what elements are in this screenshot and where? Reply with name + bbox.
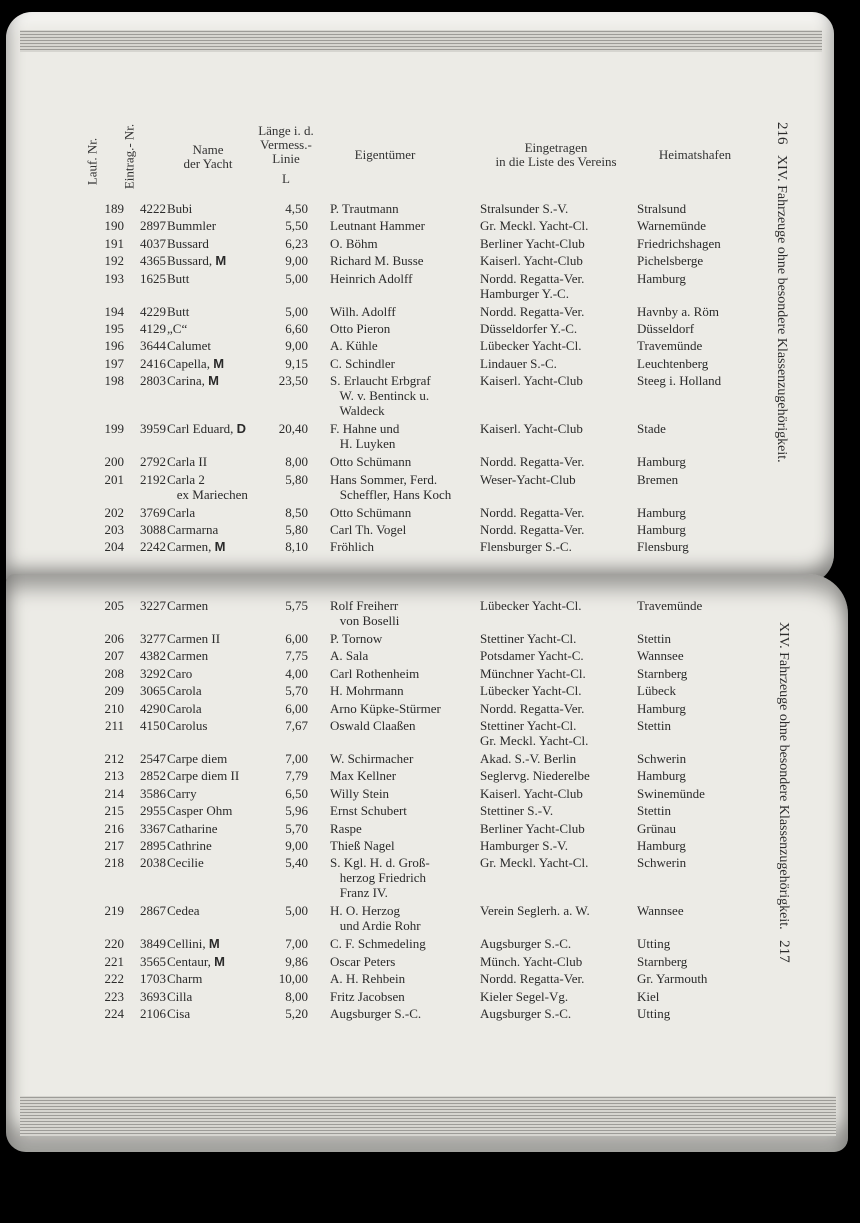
cell-len: 20,40: [278, 421, 308, 437]
page-edges: [20, 1096, 836, 1136]
cell-lauf: 194: [104, 303, 124, 319]
cell-name: Cedea: [167, 903, 200, 919]
cell-home: Utting: [637, 936, 671, 952]
cell-name: Carla 2 ex Mariechen: [167, 471, 248, 502]
cell-own: F. Hahne und H. Luyken: [330, 421, 400, 452]
cell-home: Pichelsberge: [637, 253, 704, 269]
cell-nr: 3849: [140, 936, 166, 952]
cell-name: Cisa: [167, 1006, 191, 1021]
cell-len: 5,96: [285, 803, 308, 819]
cell-nr: 4129: [140, 321, 166, 336]
cell-own: Rolf Freiherr von Boselli: [330, 598, 400, 628]
cell-home: Bremen: [637, 471, 679, 487]
cell-nr: 3367: [140, 820, 166, 836]
cell-len: 6,60: [285, 321, 308, 336]
cell-home: Flensburg: [637, 539, 689, 555]
cell-name: Caro: [167, 665, 193, 681]
cell-name: Carla II: [167, 454, 208, 470]
cell-own: P. Trautmann: [330, 201, 399, 216]
cell-reg: Berliner Yacht-Club: [480, 820, 585, 836]
cell-len: 6,00: [285, 700, 308, 716]
cell-len: 9,15: [285, 355, 308, 371]
cell-own: Wilh. Adolff: [330, 303, 396, 319]
cell-nr: 2038: [140, 855, 166, 871]
cell-nr: 4365: [140, 253, 166, 269]
cell-home: Hamburg: [637, 522, 686, 537]
cell-lauf: 204: [104, 539, 124, 555]
cell-lauf: 203: [104, 522, 124, 537]
cell-name: Cathrine: [167, 838, 212, 853]
cell-lauf: 201: [104, 471, 124, 487]
cell-own: Otto Pieron: [330, 321, 391, 336]
cell-reg: Akad. S.-V. Berlin: [480, 751, 577, 766]
cell-home: Gr. Yarmouth: [637, 971, 708, 987]
cell-nr: 2852: [140, 768, 166, 784]
cell-len: 5,80: [285, 471, 308, 487]
cell-lauf: 222: [104, 971, 124, 987]
cell-nr: 3586: [140, 785, 166, 801]
cell-home: Stettin: [637, 718, 671, 733]
running-head-bottom: XIV. Fahrzeuge ohne besondere Klassenzugehörigkeit. 217: [776, 622, 792, 963]
cell-lauf: 209: [104, 683, 124, 699]
cell-own: Raspe: [330, 820, 362, 836]
cell-nr: 1625: [140, 270, 166, 286]
page-number: 217: [776, 940, 792, 963]
cell-name: Casper Ohm: [167, 803, 233, 819]
cell-own: Richard M. Busse: [330, 253, 424, 269]
cell-nr: 3693: [140, 988, 166, 1004]
cell-nr: 3065: [140, 683, 166, 699]
page-edges: [20, 30, 822, 52]
cell-reg: Nordd. Regatta-Ver.: [480, 504, 585, 520]
cell-len: 7,79: [285, 768, 308, 784]
cell-home: Schwerin: [637, 855, 687, 871]
cell-reg: Flensburger S.-C.: [480, 539, 572, 555]
cell-nr: 1703: [140, 971, 166, 987]
cell-name: Carola: [167, 683, 202, 699]
cell-name: Bubi: [167, 201, 193, 216]
cell-own: Fritz Jacobsen: [330, 988, 405, 1004]
cell-len: 8,00: [285, 988, 308, 1004]
cell-home: Hamburg: [637, 700, 686, 716]
cell-lauf: 220: [104, 936, 124, 952]
cell-home: Kiel: [637, 988, 660, 1004]
cell-len: 8,50: [285, 504, 308, 520]
running-head-top: 216 XIV. Fahrzeuge ohne besondere Klassenzugehörigkeit.: [774, 122, 790, 463]
cell-own: Fröhlich: [330, 539, 375, 555]
cell-name: Bummler: [167, 218, 217, 234]
cell-own: W. Schirmacher: [330, 751, 414, 766]
cell-own: O. Böhm: [330, 235, 378, 251]
cell-reg: Kaiserl. Yacht-Club: [480, 253, 583, 269]
cell-lauf: 190: [104, 218, 124, 234]
cell-name: Charm: [167, 971, 203, 987]
cell-reg: Stettiner S.-V.: [480, 803, 554, 819]
cell-nr: 2416: [140, 355, 166, 371]
cell-len: 7,67: [285, 718, 308, 733]
cell-home: Starnberg: [637, 953, 688, 969]
cell-own: Oscar Peters: [330, 953, 396, 969]
cell-len: 5,00: [285, 303, 308, 319]
cell-own: A. H. Rehbein: [330, 971, 406, 987]
cell-len: 23,50: [278, 373, 308, 389]
cell-reg: Kaiserl. Yacht-Club: [480, 421, 583, 437]
header-name: Name der Yacht: [183, 142, 233, 171]
cell-own: Carl Rothenheim: [330, 665, 420, 681]
cell-len: 5,70: [285, 683, 308, 699]
cell-home: Leuchtenberg: [637, 355, 709, 371]
cell-name: Carmen: [167, 598, 209, 613]
cell-name: Carina, M: [167, 373, 219, 389]
cell-reg: Düsseldorfer Y.-C.: [480, 321, 578, 336]
cell-reg: Seglervg. Niederelbe: [480, 768, 590, 784]
cell-lauf: 219: [104, 903, 124, 919]
cell-own: H. O. Herzog und Ardie Rohr: [330, 903, 421, 934]
cell-nr: 4037: [140, 235, 166, 251]
cell-name: Centaur, M: [167, 953, 225, 969]
cell-reg: Stralsunder S.-V.: [480, 201, 569, 216]
cell-own: Max Kellner: [330, 768, 397, 784]
cell-home: Friedrichshagen: [637, 235, 721, 251]
cell-home: Utting: [637, 1006, 671, 1021]
cell-home: Hamburg: [637, 768, 686, 784]
cell-name: Cellini, M: [167, 936, 220, 952]
cell-own: Heinrich Adolff: [330, 270, 413, 286]
cell-nr: 2547: [140, 751, 166, 766]
cell-name: Carolus: [167, 718, 208, 733]
cell-nr: 4229: [140, 303, 166, 319]
cell-name: Carmarna: [167, 522, 219, 537]
cell-home: Stettin: [637, 631, 671, 646]
cell-nr: 4382: [140, 648, 166, 664]
cell-lauf: 192: [104, 253, 124, 269]
cell-own: Carl Th. Vogel: [330, 522, 407, 537]
cell-reg: Weser-Yacht-Club: [480, 471, 576, 487]
cell-home: Hamburg: [637, 454, 686, 470]
cell-len: 6,50: [285, 785, 308, 801]
cell-len: 10,00: [278, 971, 308, 987]
cell-lauf: 215: [104, 803, 124, 819]
header-heimatshafen: Heimatshafen: [658, 147, 732, 162]
cell-lauf: 207: [104, 648, 124, 664]
cell-name: Bussard, M: [167, 253, 227, 269]
header-laenge: Länge i. d. Vermess.- Linie L: [258, 123, 314, 186]
cell-own: Otto Schümann: [330, 454, 412, 470]
cell-nr: 4290: [140, 700, 166, 716]
cell-nr: 3277: [140, 631, 166, 646]
cell-reg: Augsburger S.-C.: [480, 936, 572, 952]
cell-own: Thieß Nagel: [330, 838, 395, 853]
cell-own: Augsburger S.-C.: [330, 1006, 422, 1021]
cell-own: Ernst Schubert: [330, 803, 407, 819]
cell-home: Warnemünde: [637, 218, 706, 234]
cell-home: Steeg i. Holland: [637, 373, 722, 389]
cell-home: Hamburg: [637, 270, 686, 286]
cell-lauf: 193: [104, 270, 124, 286]
cell-nr: 4150: [140, 718, 166, 733]
cell-reg: Augsburger S.-C.: [480, 1006, 572, 1021]
cell-name: Carmen II: [167, 631, 221, 646]
cell-reg: Nordd. Regatta-Ver.: [480, 303, 585, 319]
cell-home: Schwerin: [637, 751, 687, 766]
cell-lauf: 221: [104, 953, 124, 969]
cell-lauf: 195: [104, 321, 124, 336]
cell-own: S. Kgl. H. d. Groß- herzog Friedrich Franz IV.: [330, 855, 430, 901]
cell-home: Stade: [637, 421, 666, 437]
cell-name: Calumet: [167, 338, 212, 354]
cell-lauf: 210: [104, 700, 124, 716]
cell-name: Cilla: [167, 988, 193, 1004]
cell-nr: 2897: [140, 218, 166, 234]
cell-own: Leutnant Hammer: [330, 218, 425, 234]
cell-len: 9,00: [285, 253, 308, 269]
cell-own: A. Kühle: [330, 338, 378, 354]
cell-reg: Potsdamer Yacht-C.: [480, 648, 584, 664]
cell-nr: 3959: [140, 421, 166, 437]
cell-own: C. F. Schmedeling: [330, 936, 426, 952]
cell-lauf: 214: [104, 785, 124, 801]
cell-len: 5,70: [285, 820, 308, 836]
cell-home: Wannsee: [637, 903, 684, 919]
cell-nr: 3769: [140, 504, 166, 520]
cell-len: 7,00: [285, 936, 308, 952]
cell-reg: Nordd. Regatta-Ver.: [480, 700, 585, 716]
cell-name: Carpe diem: [167, 751, 228, 766]
cell-len: 9,00: [285, 838, 308, 853]
cell-len: 5,80: [285, 522, 308, 537]
cell-lauf: 208: [104, 665, 124, 681]
cell-nr: 2242: [140, 539, 166, 555]
header-eingetragen: Eingetragen in die Liste des Vereins: [495, 140, 617, 169]
cell-reg: Lübecker Yacht-Cl.: [480, 338, 582, 354]
cell-lauf: 189: [104, 201, 124, 216]
cell-len: 5,20: [285, 1006, 308, 1021]
header-eigentuemer: Eigentümer: [354, 147, 416, 162]
cell-len: 9,86: [285, 953, 308, 969]
cell-own: Otto Schümann: [330, 504, 412, 520]
cell-len: 4,00: [285, 665, 308, 681]
cell-len: 6,23: [285, 235, 308, 251]
cell-reg: Lindauer S.-C.: [480, 355, 557, 371]
cell-lauf: 224: [104, 1006, 124, 1021]
cell-home: Düsseldorf: [637, 321, 695, 336]
cell-home: Stettin: [637, 803, 671, 819]
cell-home: Hamburg: [637, 504, 686, 520]
cell-own: S. Erlaucht Erbgraf W. v. Bentinck u. Waldeck: [330, 373, 431, 419]
cell-lauf: 218: [104, 855, 124, 871]
cell-nr: 3644: [140, 338, 166, 354]
cell-home: Havnby a. Röm: [637, 303, 719, 319]
cell-home: Travemünde: [637, 598, 703, 613]
cell-reg: Hamburger S.-V.: [480, 838, 568, 853]
cell-own: Hans Sommer, Ferd. Scheffler, Hans Koch: [330, 471, 452, 502]
cell-home: Starnberg: [637, 665, 688, 681]
cell-home: Wannsee: [637, 648, 684, 664]
cell-name: „C“: [167, 321, 188, 336]
header-lauf-nr: Lauf. Nr.: [84, 137, 100, 186]
cell-lauf: 191: [104, 235, 124, 251]
cell-name: Carla: [167, 504, 196, 520]
cell-reg: Nordd. Regatta-Ver.: [480, 971, 585, 987]
cell-lauf: 217: [104, 838, 124, 853]
cell-name: Cecilie: [167, 855, 204, 871]
cell-lauf: 223: [104, 988, 124, 1004]
cell-lauf: 198: [104, 373, 124, 389]
cell-lauf: 196: [104, 338, 124, 354]
cell-lauf: 205: [104, 598, 124, 613]
cell-reg: Kieler Segel-Vg.: [480, 988, 569, 1004]
cell-lauf: 200: [104, 454, 124, 470]
cell-name: Carola: [167, 700, 202, 716]
cell-lauf: 211: [104, 718, 124, 733]
cell-nr: 3292: [140, 665, 166, 681]
cell-name: Carmen: [167, 648, 209, 664]
cell-reg: Gr. Meckl. Yacht-Cl.: [480, 218, 589, 234]
cell-lauf: 202: [104, 504, 124, 520]
cell-name: Carl Eduard, D: [167, 421, 247, 437]
cell-name: Catharine: [167, 820, 218, 836]
cell-reg: Kaiserl. Yacht-Club: [480, 785, 583, 801]
cell-nr: 2106: [140, 1006, 166, 1021]
cell-nr: 2867: [140, 903, 166, 919]
cell-name: Capella, M: [167, 355, 225, 371]
cell-nr: 2895: [140, 838, 166, 853]
cell-nr: 2792: [140, 454, 166, 470]
cell-name: Carmen, M: [167, 539, 226, 555]
cell-lauf: 212: [104, 751, 124, 766]
cell-reg: Nordd. Regatta-Ver. Hamburger Y.-C.: [480, 270, 585, 301]
cell-own: Oswald Claaßen: [330, 718, 416, 733]
cell-len: 7,00: [285, 751, 308, 766]
cell-home: Lübeck: [637, 683, 676, 699]
cell-len: 7,75: [285, 648, 308, 664]
cell-len: 5,00: [285, 270, 308, 286]
cell-own: Willy Stein: [330, 785, 390, 801]
cell-own: H. Mohrmann: [330, 683, 404, 699]
cell-own: A. Sala: [330, 648, 369, 664]
header-eintrag-nr: Eintrag.- Nr.: [121, 123, 137, 190]
page-number: 216: [774, 122, 790, 145]
cell-reg: Gr. Meckl. Yacht-Cl.: [480, 855, 589, 871]
cell-nr: 2192: [140, 471, 166, 487]
cell-reg: Lübecker Yacht-Cl.: [480, 683, 582, 699]
cell-name: Bussard: [167, 235, 209, 251]
cell-lauf: 206: [104, 631, 124, 646]
cell-len: 8,00: [285, 454, 308, 470]
cell-reg: Münch. Yacht-Club: [480, 953, 583, 969]
cell-lauf: 199: [104, 421, 124, 437]
cell-len: 5,40: [285, 855, 308, 871]
cell-len: 4,50: [285, 201, 308, 216]
cell-len: 8,10: [285, 539, 308, 555]
cell-own: C. Schindler: [330, 355, 395, 371]
cell-home: Swinemünde: [637, 785, 705, 801]
cell-own: P. Tornow: [330, 631, 383, 646]
cell-name: Butt: [167, 303, 190, 319]
cell-nr: 3227: [140, 598, 166, 613]
cell-reg: Kaiserl. Yacht-Club: [480, 373, 583, 389]
cell-reg: Lübecker Yacht-Cl.: [480, 598, 582, 613]
cell-lauf: 216: [104, 820, 124, 836]
cell-nr: 2803: [140, 373, 166, 389]
cell-reg: Nordd. Regatta-Ver.: [480, 522, 585, 537]
cell-name: Butt: [167, 270, 190, 286]
cell-name: Carry: [167, 785, 197, 801]
cell-len: 5,50: [285, 218, 308, 234]
cell-reg: Münchner Yacht-Cl.: [480, 665, 586, 681]
cell-home: Travemünde: [637, 338, 703, 354]
cell-home: Stralsund: [637, 201, 687, 216]
cell-reg: Nordd. Regatta-Ver.: [480, 454, 585, 470]
cell-home: Hamburg: [637, 838, 686, 853]
cell-nr: 3088: [140, 522, 166, 537]
cell-nr: 3565: [140, 953, 166, 969]
cell-reg: Verein Seglerh. a. W.: [480, 903, 590, 919]
cell-own: Arno Küpke-Stürmer: [330, 700, 441, 716]
cell-lauf: 197: [104, 355, 124, 371]
cell-reg: Stettiner Yacht-Cl. Gr. Meckl. Yacht-Cl.: [480, 718, 589, 748]
cell-nr: 2955: [140, 803, 166, 819]
cell-len: 5,75: [285, 598, 308, 613]
cell-lauf: 213: [104, 768, 124, 784]
cell-len: 5,00: [285, 903, 308, 919]
cell-len: 6,00: [285, 631, 308, 646]
cell-len: 9,00: [285, 338, 308, 354]
cell-reg: Berliner Yacht-Club: [480, 235, 585, 251]
cell-home: Grünau: [637, 820, 676, 836]
cell-nr: 4222: [140, 201, 166, 216]
cell-reg: Stettiner Yacht-Cl.: [480, 631, 577, 646]
cell-name: Carpe diem II: [167, 768, 240, 784]
